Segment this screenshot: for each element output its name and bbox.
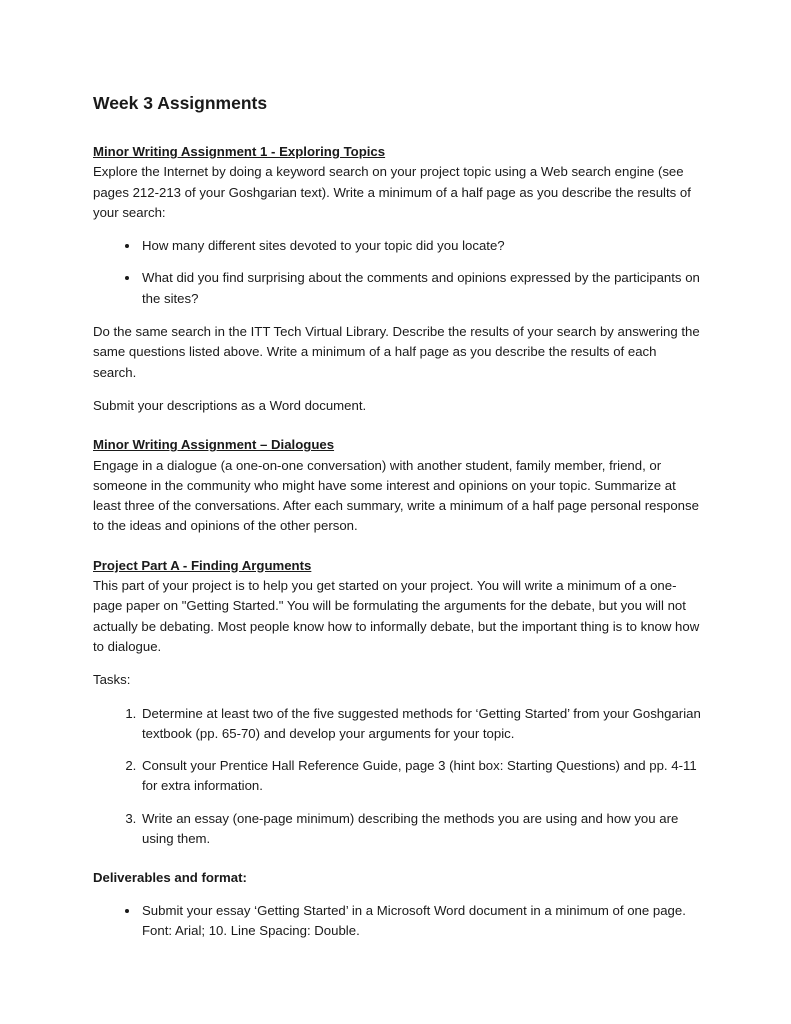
page-title: Week 3 Assignments [93,93,268,113]
paragraph-explore-intro: Explore the Internet by doing a keyword search on your project topic using a Web search engine (see pages 212-213 of your Goshgarian text). Write a minimum of a half page as you describe the results of your search: [93,164,691,220]
bullet-list-deliverables [93,901,703,942]
list-item: 1. Determine at least two of the five suggested methods for ‘Getting Started’ from your Goshgarian textbook (pp. 65-70) and develop your arguments for your topic. [140,704,703,745]
list-item: • Submit your essay ‘Getting Started’ in a Microsoft Word document in a minimum of one page. Font: Arial; 10. Line Spacing: Double. [140,901,703,942]
section-minor-assignment-1 [93,142,703,416]
document-page [93,90,703,954]
paragraph-submit-descriptions: Submit your descriptions as a Word document. [93,397,367,413]
section-heading-dialogues: Minor Writing Assignment – Dialogues [93,437,335,453]
list-item: 3. Write an essay (one-page minimum) describing the methods you are using and how you are using them. [140,809,703,850]
section-deliverables [93,868,703,941]
paragraph-dialogues: Engage in a dialogue (a one-on-one conversation) with another student, family member, friend, or someone in the community who might have some interest and opinions on your topic. Summarize at least three of the conversations. After each summary, write a minimum of a half page personal response to the ideas and opinions of the other person. [93,457,699,534]
bullet-list-search-questions [93,236,703,309]
section-project-part-a [93,556,703,850]
tasks-label: Tasks: [93,672,131,688]
list-item: • What did you find surprising about the comments and opinions expressed by the participants on the sites? [140,268,703,309]
numbered-list-tasks [93,704,703,850]
section-heading-deliverables: Deliverables and format: [93,870,247,886]
paragraph-project-intro: This part of your project is to help you get started on your project. You will write a minimum of a one-page paper on "Getting Started." You will be formulating the arguments for the debate, but you will not actually be debating. Most people know how to informally debate, but the important thing is to know how to dialogue. [93,578,700,654]
list-item: • How many different sites devoted to your topic did you locate? [140,236,703,256]
section-heading-finding-arguments: Project Part A - Finding Arguments [93,557,312,573]
section-heading-exploring-topics: Minor Writing Assignment 1 - Exploring Topics [93,144,386,159]
paragraph-virtual-library: Do the same search in the ITT Tech Virtual Library. Describe the results of your search by answering the same questions listed above. Write a minimum of a half page as you describe the results of each search. [93,324,700,380]
list-item: 2. Consult your Prentice Hall Reference Guide, page 3 (hint box: Starting Questions) and pp. 4-11 for extra information. [140,756,703,797]
section-dialogues [93,435,703,536]
